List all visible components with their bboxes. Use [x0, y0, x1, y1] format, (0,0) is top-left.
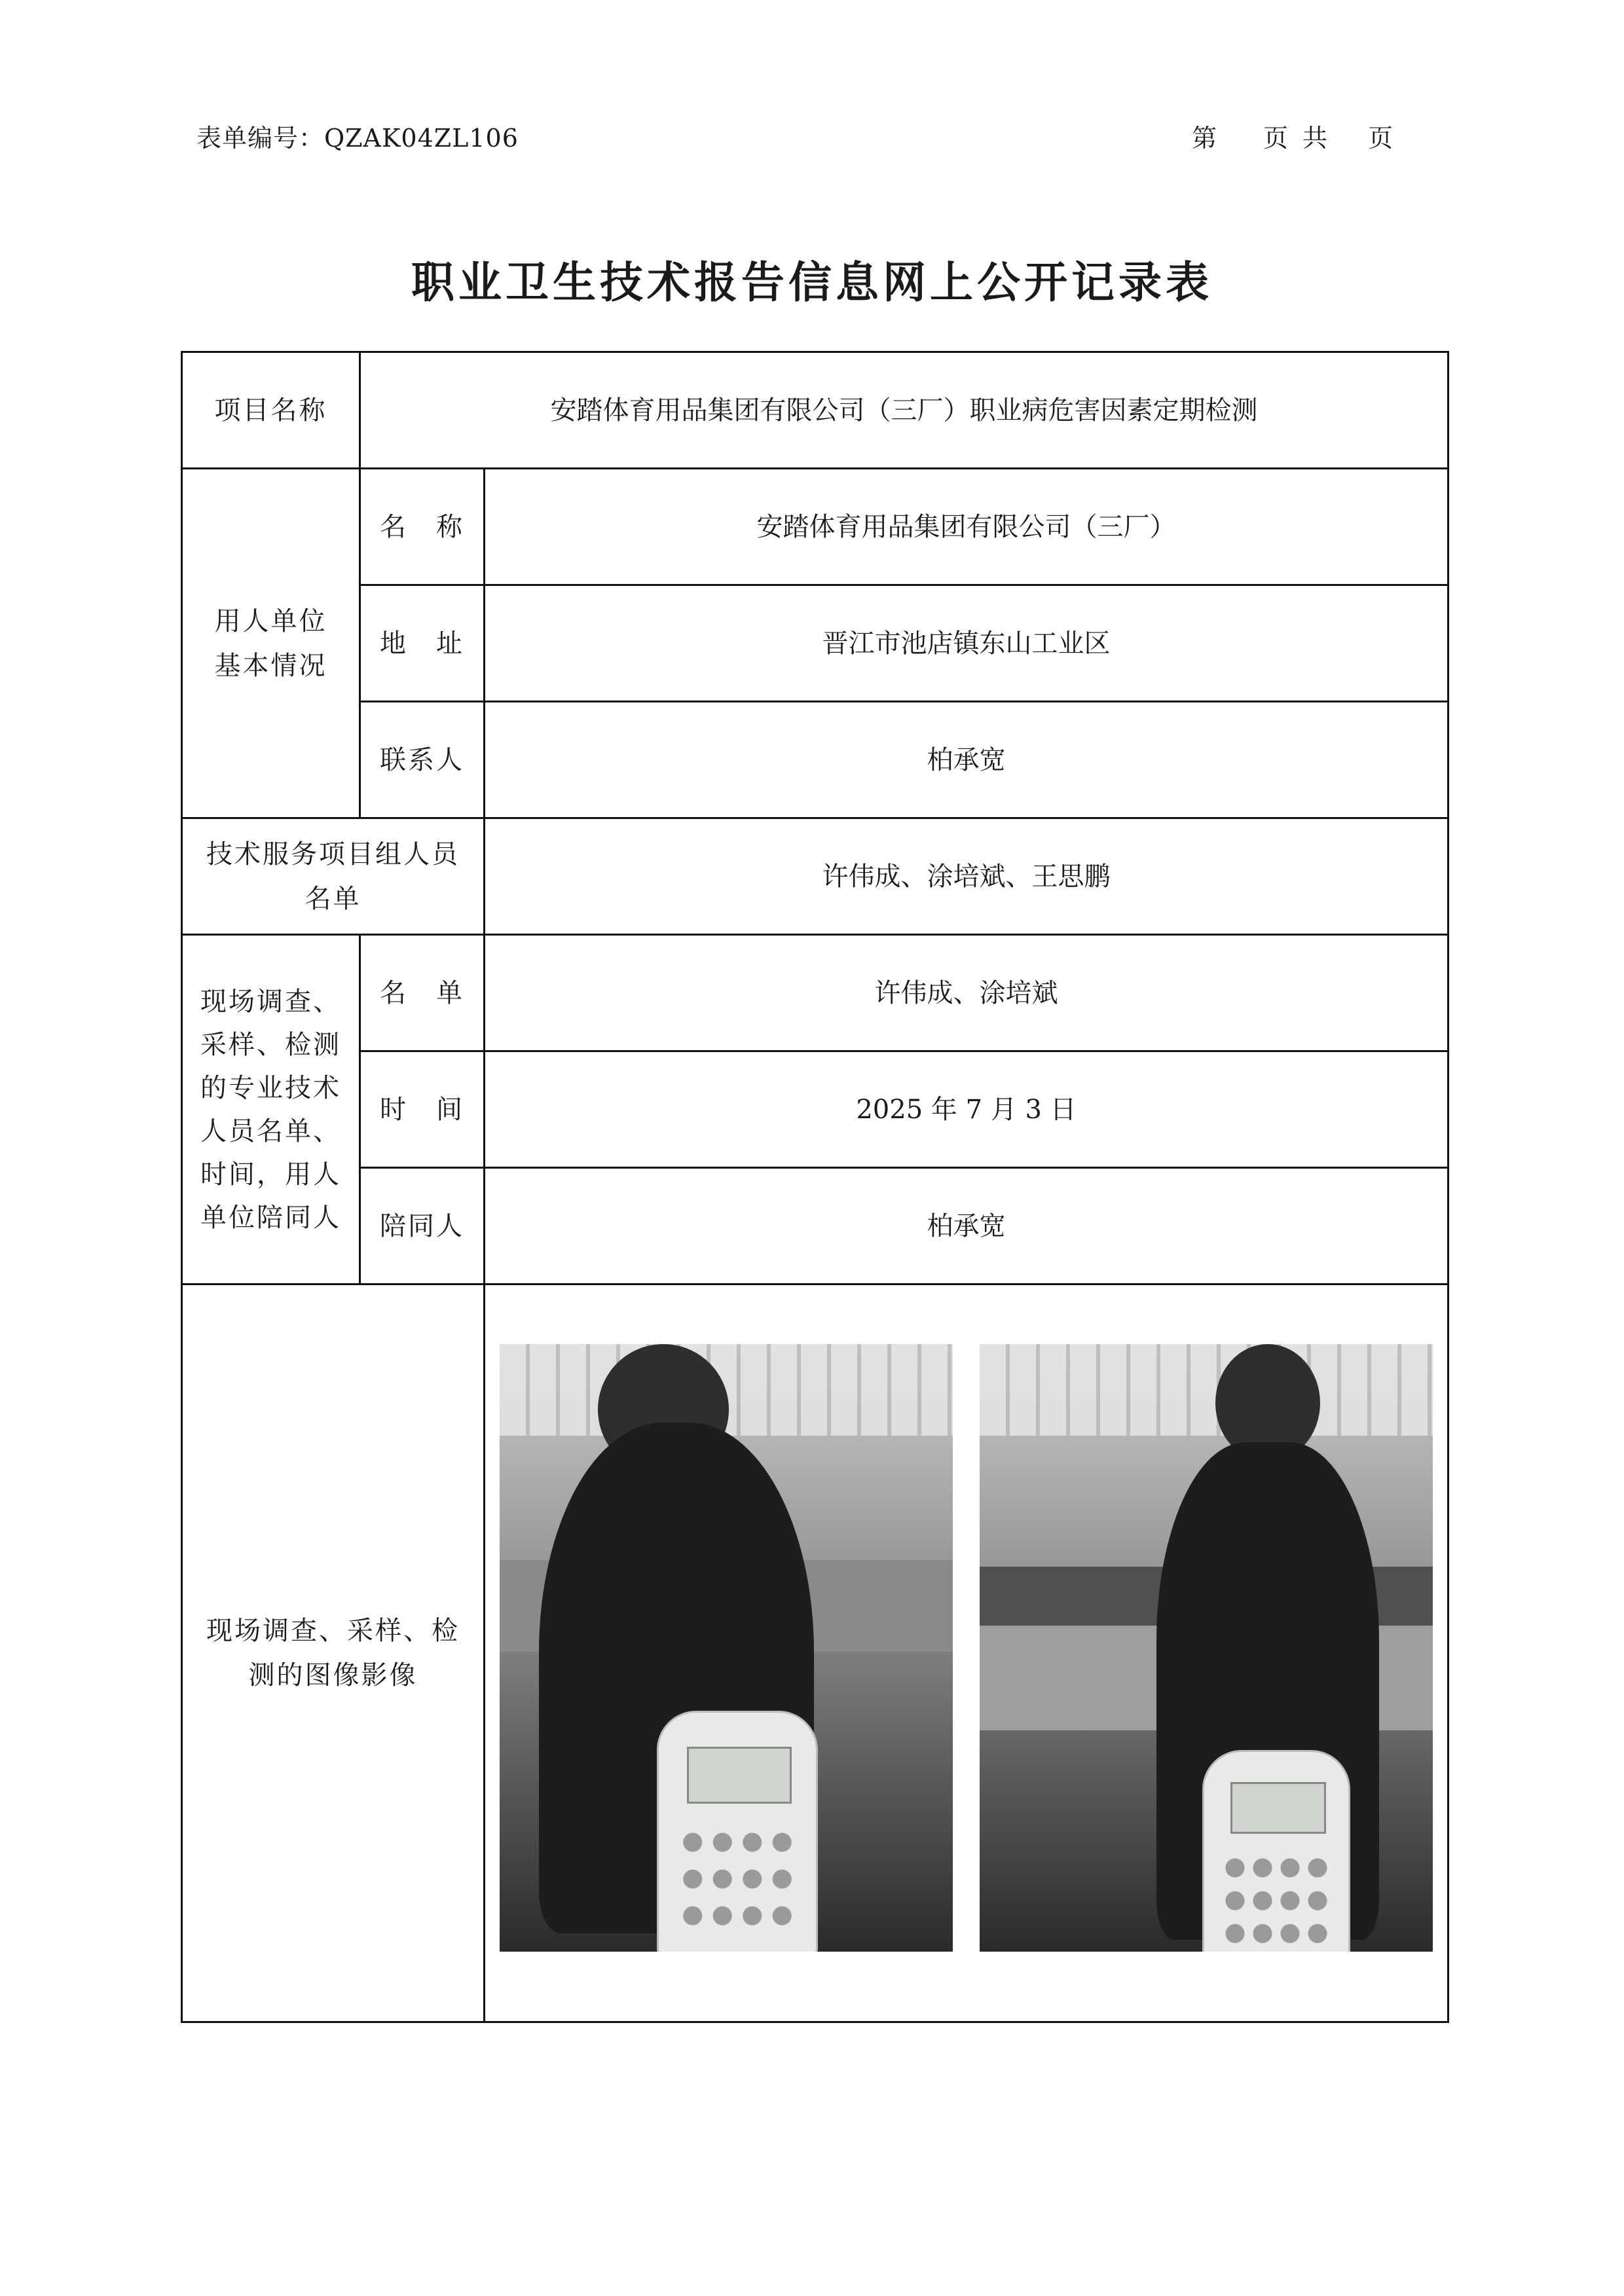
employer-info-label: 用人单位 基本情况	[182, 469, 360, 818]
page-label-1: 第	[1192, 124, 1218, 153]
form-number: 表单编号：QZAK04ZL106	[196, 124, 519, 153]
contact-value: 柏承宽	[485, 702, 1449, 818]
images-cell	[485, 1285, 1449, 2022]
list-value: 许伟成、涂培斌	[485, 935, 1449, 1051]
images-label: 现场调查、采样、检 测的图像影像	[182, 1285, 485, 2022]
page-counter	[1192, 118, 1393, 154]
name-label: 名 称	[360, 469, 485, 585]
page-label-2: 页共	[1263, 124, 1342, 153]
escort-label: 陪同人	[360, 1168, 485, 1285]
row-employer-name	[182, 469, 1449, 585]
address-value: 晋江市池店镇东山工业区	[485, 585, 1449, 702]
team-value: 许伟成、涂培斌、王思鹏	[485, 818, 1449, 935]
row-team	[182, 818, 1449, 935]
row-time	[182, 1051, 1449, 1168]
team-label: 技术服务项目组人员 名单	[182, 818, 485, 935]
contact-label: 联系人	[360, 702, 485, 818]
escort-value: 柏承宽	[485, 1168, 1449, 1285]
project-name-label: 项目名称	[182, 352, 360, 469]
row-project-name	[182, 352, 1449, 469]
site-photo-1	[500, 1344, 953, 1952]
document-title: 职业卫生技术报告信息网上公开记录表	[411, 257, 1213, 308]
address-label: 地 址	[360, 585, 485, 702]
time-label: 时 间	[360, 1051, 485, 1168]
row-field-list	[182, 935, 1449, 1051]
page-label-3: 页	[1368, 124, 1394, 153]
site-photo-2	[980, 1344, 1433, 1952]
employer-name-value: 安踏体育用品集团有限公司（三厂）	[485, 469, 1449, 585]
row-contact	[182, 702, 1449, 818]
record-table	[181, 351, 1449, 2023]
row-escort	[182, 1168, 1449, 1285]
row-address	[182, 585, 1449, 702]
project-name-value: 安踏体育用品集团有限公司（三厂）职业病危害因素定期检测	[360, 352, 1449, 469]
row-images	[182, 1285, 1449, 2022]
field-staff-label: 现场调查、 采样、检测 的专业技术 人员名单、 时间，用人 单位陪同人	[182, 935, 360, 1285]
list-label: 名 单	[360, 935, 485, 1051]
time-value: 2025 年 7 月 3 日	[485, 1051, 1449, 1168]
